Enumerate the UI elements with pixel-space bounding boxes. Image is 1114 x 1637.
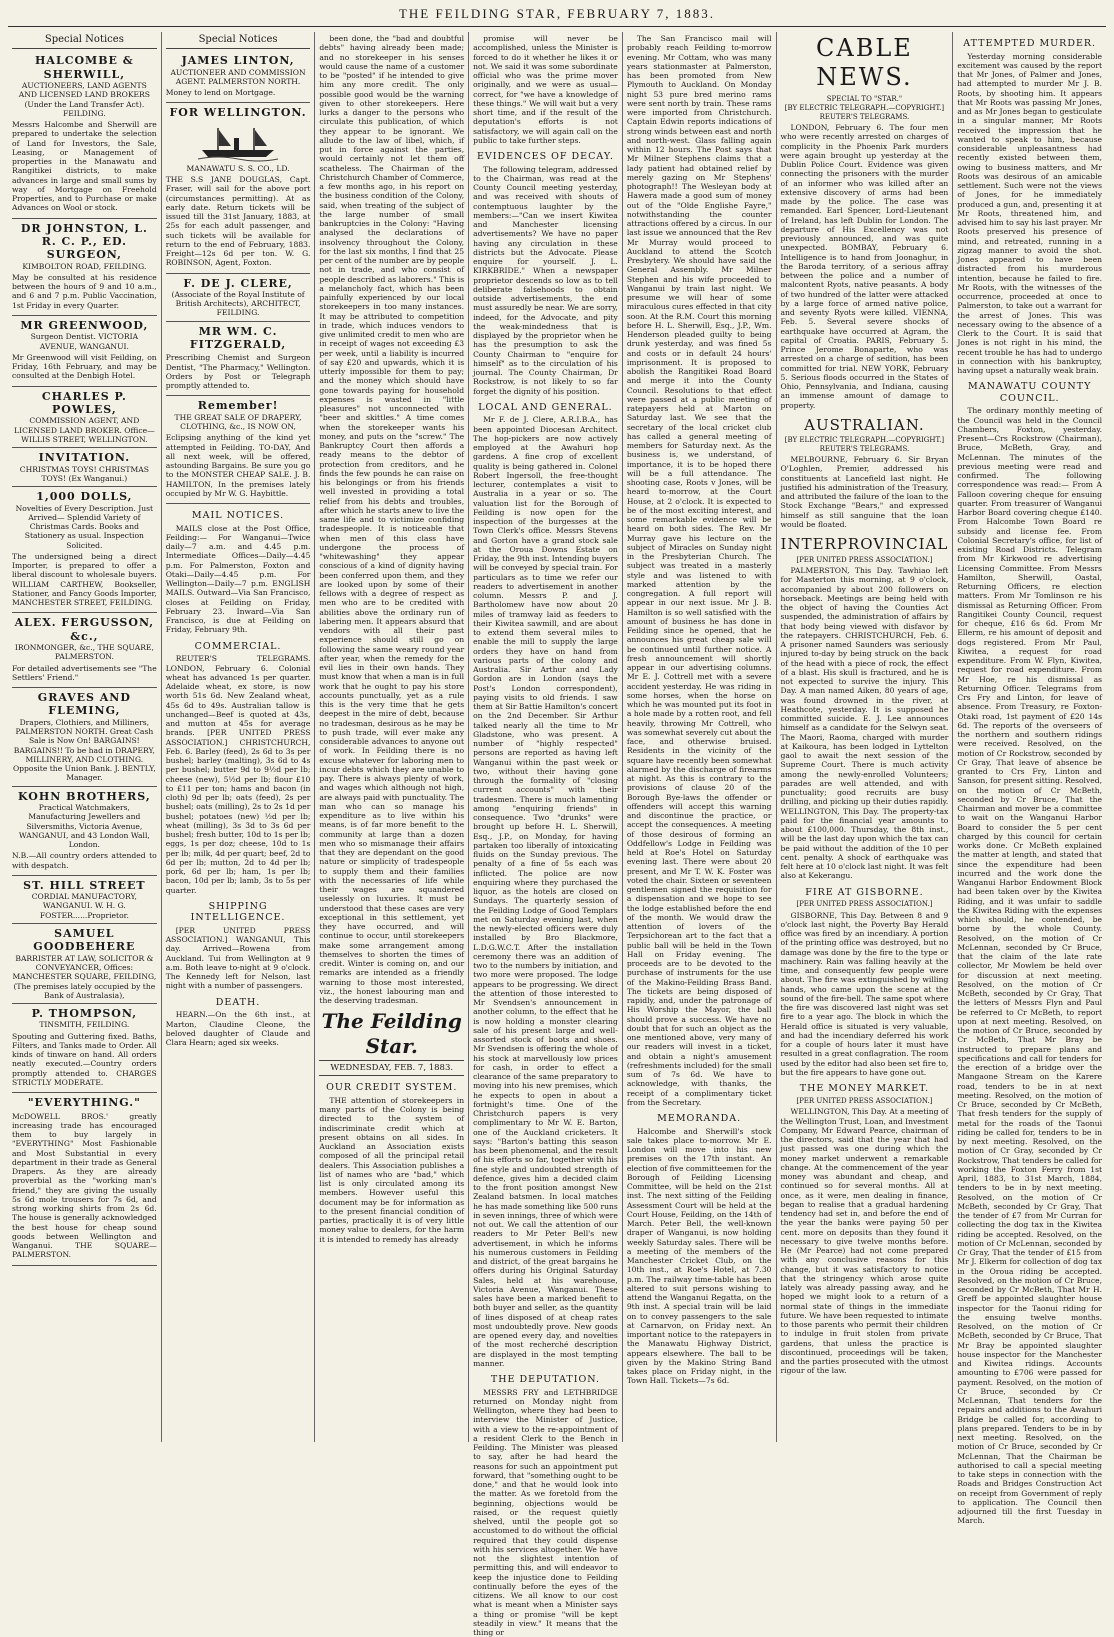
- ad-heading: FOR WELLINGTON.: [169, 106, 307, 120]
- memoranda-heading: MEMORANDA.: [657, 1113, 742, 1124]
- ad-goodbehere: [12, 924, 157, 1004]
- ad-subheading: Surgeon Dentist. VICTORIA AVENUE, WANGANUI.: [30, 332, 139, 351]
- ad-james-linton: [166, 51, 311, 103]
- ad-body: May be consulted at his residence between the hours of 9 and 10 a.m., and 6 and 7 p.m. Public Vaccination, 1st Friday in every Quarter.: [12, 272, 157, 310]
- ad-subheading: COMMISSION AGENT, AND LICENSED LAND BROKER. Office—WILLIS STREET, WELLINGTON.: [14, 416, 155, 444]
- ad-subheading: MANAWATU S. S. CO., LD.: [186, 163, 290, 173]
- shipping-heading: SHIPPING INTELLIGENCE.: [190, 900, 286, 924]
- ad-johnston: [12, 219, 157, 316]
- ad-body: Mr Greenwood will visit Feilding, on Friday, 16th February, and may be consulted at the Denbigh Hotel.: [12, 352, 157, 381]
- mail-notices-heading: MAIL NOTICES.: [191, 510, 285, 522]
- ad-heading: KOHN BROTHERS,: [18, 789, 151, 803]
- ad-heading: MR WM. C. FITZGERALD,: [189, 324, 287, 352]
- ad-heading: JAMES LINTON,: [181, 54, 295, 68]
- money-byline: [PER UNITED PRESS ASSOCIATION.]: [796, 1096, 933, 1105]
- ad-subheading: BARRISTER AT LAW, SOLICITOR & CONVEYANCER, Offices: MANCHESTER SQUARE, FEILDING, (The premises lately occupied by the Bank of Australasia),: [12, 953, 157, 1000]
- ad-subheading: CHRISTMAS TOYS! CHRISTMAS TOYS! (Ex Wanganui.): [19, 464, 149, 483]
- ad-heading: "EVERYTHING.": [27, 1096, 141, 1110]
- local-general-body: Mr F. de J. Clere, A.R.I.B.A., has been appointed Diocesan Architect. The hop-pickers are now actively employed at the Awahuri hop gardens. A fine crop of excellent quality is being gathered in. Colonel Robert Ingersoll, the free-thought lecturer, contemplates a visit to Australia in a year or so. The valuation list for the Borough of Feilding is now open for the inspection of the burgesses at the Town Clerk's office. Messrs Stevens and Gorton have a grand stock sale at the Oroua Downs Estate on Friday, the 9th inst. Intending buyers will be conveyed by special train. For particulars as to time we refer our readers to advertisement in another column. Messrs P. and J. Bartholomew have now about 20 miles of tramway laid as feeders to their Kiwitea sawmill, and are about to extend them several miles to enable the mill to supply the large orders they have on hand from various parts of the colony and Australia. Sir Arthur and Lady Gordon are in London (says the Post's London correspondent), paying visits to old friends. I saw them at Sir Battie Hamilton's concert on the 2nd December. Sir Arthur talked nearly all the time to Mr Gladstone, who was present. A number of "highly respected" persons are reported as having left Wanganui within the past week or two, without their having gone through the formality of "closing current accounts" with their tradesmen. There is much lamenting among "enquiring friends" in consequence. Two "drunks" were brought up before H. L. Sherwill, Esq., J.P., on Monday, for having partaken too liberally of intoxicating fluids on the Sunday previous. The penalty of a fine of 5s each was inflicted. The police are now enquiring where they purchased the liquor, as the hotels are closed on Sundays. The quarterly session of the Feilding Lodge of Good Templars met on Saturday evening last, when the newly-elected officers were duly installed by Bro Blackmore, L.D.G.W.C.T. After the installation ceremony there was an addition of two to the numbers by initiation, and two more were proposed. The lodge appears to be progressing. We direct the attention of those interested to Mr Svendsen's announcement in another column, to the effect that he is now holding a monster clearing sale of his present large and well-assorted stock of boots and shoes. Mr Svendsen is offering the whole of his stock at marvellously low prices for cash, in order to effect a clearance of the same preparatory to moving into his new premises, which he expects to open in about a fortnight's time. One of the Christchurch papers is very complimentary to Mr W. E. Barton, one of the Auckland cricketers. It says: "Barton's batting this season has been phenomenal, and the result of his efforts so far, together with his fine style and undoubted strength of defence, gives him a decided claim to the front position amongst New Zealand batsmen. In local matches he has made something like 500 runs in seven innings, three of which were not out. We call the attention of our readers to Mr Peter Bell's new advertisement, in which he informs his numerous customers in Feilding and district, of the great bargains he offers during his Original Saturday Sales, held at his warehouse, Victoria Avenue, Wanganui. These sales have been a marked benefit to both buyer and seller, as the quantity of lines disposed of at cheap rates most undoubtedly prove. New goods are opened every day, and novelties of the most recherché description are displayed in the most tempting manner.: [473, 415, 618, 1368]
- paper-title: The Feilding Star.: [321, 1009, 462, 1058]
- ad-subheading: Novelties of Every Description. Just Arrived— Splendid Variety of Christmas Cards. Books and Stationery as usual. Inspection Solicited.: [15, 503, 154, 550]
- ad-heading: Remember!: [197, 399, 279, 413]
- ads-list: [166, 51, 311, 504]
- money-market-title: THE MONEY MARKET.: [799, 1083, 930, 1095]
- credit-system-body: THE attention of storekeepers in many parts of the Colony is being directed to the system of indiscriminate credit which at present obtains on all sides. In Auckland an Association exists composed of all the principal retail dealers. This Association publishes a list of names who are "bad," which list is only circulated among its members. However useful this document may be for information as to the present financial condition of parties, practically it is of very little money value to dealers, for the harm it is intended to remedy has already: [319, 1095, 465, 1244]
- ad-subheading: KIMBOLTON ROAD, FEILDING.: [22, 261, 147, 271]
- cable-body: LONDON, February 6. The four men who were recently arrested on charges of complicity in the Phoenix Park murders were again brought up yesterday at the Dublin Police Court. Evidence was given connecting the prisoners with the murder of an informer who was killed after an extensive discovery of arms had been made by the police. The case was remanded. Earl Spencer, Lord-Lieutenant of Ireland, has left Dublin for London. The departure of His Excellency was not previously announced, and was quite unexpected. BOMBAY, February 6. Intelligence is to hand from Joonaghur, in the Baroda territory, of a serious affray between the police and a number of malcontent Ryots, native peasants. A body of two hundred of the latter were attacked by a large force of armed native police, and seventy Ryots were killed. VIENNA, Feb. 5. Several severe shocks of earthquake have occurred at Agram, the capital of Croatia. PARIS, February 5. Prince Jerome Bonaparte, who was arrested on a charge of sedition, has been committed for trial. NEW YORK, February 5. Serious floods occurred in the States of Ohio, Pennsylvania, and Indiana, causing an immense amount of damage to property.: [780, 123, 949, 410]
- column-7: [953, 32, 1106, 1526]
- ad-dolls: [12, 487, 157, 613]
- ad-heading: SAMUEL GOODBEHERE: [33, 926, 136, 954]
- ad-fitzgerald: [166, 322, 311, 397]
- commercial-body: REUTER'S TELEGRAMS. LONDON, February 6. Colonial wheat has advanced 1s per quarter. Adelaide wheat, ex store, is now worth 51s 6d. New Zealand wheat, 45s 6d to 49s. Australian tallow is unchanged—Beef is quoted at 43s, and mutton at 45s for average brands. [PER UNITED PRESS ASSOCIATION.] CHRISTCHURCH, Feb. 6. Barley (feed), 2s 6d to 3s per bushel; barley (malting), 3s 6d to 4s per bushel; butter 9d to 9½d per lb; cheese (new), 5½d per lb; flour £10 to £11 per ton; hams and bacon (in cloth) 9d per lb; oats (feed), 2s per bushel; oats (milling), 2s to 2s 1d per bushel; potatoes (new) ½d per lb; wheat (milling), 3s 3d to 3s 6d per bushel; fresh butter, 10d to 1s per lb; eggs, 1s per doz; cheese, 10d to 1s per lb; milk, 4d per quart; beef, 2d to 6d per lb; mutton, 2d to 4d per lb; pork, 6d per lb; ham, 1s per lb; bacon, 10d per lb; lamb, 3s to 5s per quarter.: [165, 654, 311, 895]
- deputation-continued: promise will never be accomplished, unless the Minister is forced to do it whether he likes it or not. We said it was some subordinate official who was the prime mover originally, and we were as usual—correct, for "we have a knowledge of these things." We will wait but a very short time, and if the result of the deputation's efforts is not satisfactory, we will again call on the public to take further steps.: [473, 34, 618, 145]
- australian-title: AUSTRALIAN.: [804, 415, 925, 434]
- ad-remember: [166, 396, 311, 504]
- local-general-heading: LOCAL AND GENERAL.: [478, 401, 613, 413]
- fire-byline: [PER UNITED PRESS ASSOCIATION.]: [796, 900, 933, 909]
- ad-heading: DR JOHNSTON, L. R. C. P., ED. SURGEON,: [20, 221, 148, 262]
- column-4: [469, 32, 623, 1637]
- column-1: [8, 32, 162, 1442]
- ad-body: N.B.—All country orders attended to with despatch.: [12, 851, 157, 870]
- ad-kohn-brothers: [12, 787, 157, 876]
- ads-list: [12, 51, 157, 1265]
- shipping-body: [PER UNITED PRESS ASSOCIATION.] WANGANUI, This day. Arrived—Rowena from Auckland. Tui from Wellington at 9 a.m. Both leave to-night at 9 o'clock. The Kennedy left for Nelson, last night with a number of passengers.: [165, 925, 311, 991]
- steamship-icon: [198, 124, 278, 160]
- ad-heading: CHARLES P. POWLES,: [41, 389, 127, 417]
- ad-heading: ALEX. FERGUSSON, &c.,: [14, 616, 155, 643]
- masthead: THE FEILDING STAR, FEBRUARY 7, 1883.: [398, 6, 716, 21]
- ad-body: The undersigned being a direct Importer, is prepared to offer a liberal discount to wholesale buyers. WILLIAM CARTHEW, Bookseller, Stationer, and Fancy Goods Importer, MANCHESTER STREET, FEILDING.: [12, 551, 157, 607]
- ad-subheading: Practical Watchmakers, Manufacturing Jewellers and Silversmiths, Victoria Avenue, WANGANUI, and 43 London Wall, London.: [18, 803, 150, 850]
- ad-halcombe-sherwill: [12, 51, 157, 218]
- paper-date: WEDNESDAY, FEB. 7, 1883.: [319, 1060, 464, 1076]
- ad-subheading: AUCTIONEERS, LAND AGENTS AND LICENSED LAND BROKERS (Under the Land Transfer Act). FEILDING.: [18, 81, 150, 118]
- column-2: [162, 32, 316, 1442]
- ad-subheading: (Associate of the Royal Institute of British Architects), ARCHITECT, FEILDING.: [171, 289, 305, 318]
- special-notices-heading: Special Notices: [12, 34, 157, 49]
- death-body: HEARN.—On the 6th inst., at Marton, Claudine Cleone, the beloved daughter of Claude and Clara Hearn; aged six weeks.: [165, 1010, 311, 1048]
- ad-heading: INVITATION.: [38, 451, 131, 465]
- australian-byline: [BY ELECTRIC TELEGRAPH.—COPYRIGHT.] REUTER'S TELEGRAMS.: [784, 436, 945, 453]
- cable-news-title: CABLE NEWS.: [816, 34, 913, 92]
- ad-body: THE S.S JANE DOUGLAS, Capt. Fraser, will sail for the above port (circumstances permitting). At as early date. Return tickets will be issued till the 31st January, 1883, at 25s for each adult passenger, and such tickets will be available for return to the end of February, 1883. Freight—12s 6d per ton. W. G. ROBINSON, Agent, Foxton.: [165, 175, 311, 268]
- column-6: [777, 32, 954, 1442]
- memoranda-body: Halcombe and Sherwill's stock sale takes place to-morrow. Mr E. London will move into his new premises on the 17th instant. An election of five committeemen for the Borough of Feilding Licensing Committee, will be held on the 21st inst. The next sitting of the Feilding Assessment Court will be held at the Court House, Feilding, on the 14th of March. Peter Bell, the well-known draper of Wanganui, is now holding weekly Saturday sales. There will be a meeting of the members of the Manchester Cricket Club, on the 10th inst., at Roe's Hotel, at 7.30 p.m. The railway time-table has been altered to suit persons wishing to attend the Wanganui Regatta, on the 9th inst. A special train will be laid on to convey passengers to the sale at Carnarvon, on Friday next. An important notice to the ratepayers in the Manawatu Highway District, appears elsewhere. The ball to be given by the Makino String Band takes place on Friday night, in the Town Hall. Tickets—7s 6d.: [626, 1126, 772, 1386]
- masthead-rule: [8, 26, 1106, 27]
- ad-body: Messrs Halcombe and Sherwill are prepared to undertake the selection of Land for Investors, the Sale, Leasing, or Management of properties in the Manawatu and Rangitikei districts, to make advances in large and small sums by way of Mortgage on Freehold Properties, and to Purchase or make Advances on Wool or stock.: [12, 120, 157, 213]
- ad-heading: 1,000 DOLLS,: [36, 490, 133, 504]
- interprovincial-byline: [PER UNITED PRESS ASSOCIATION.]: [796, 555, 933, 564]
- fire-body: GISBORNE, This Day. Between 8 and 9 o'clock last night, the Poverty Bay Herald office was fired by an incendiary. A portion of the printing office was destroyed, but no damage was done by the fire to the type or machinery. Rain was falling heavily at the time, and consequently few people were about. The fire was extinguished by willing hands, who came upon the scene at the sound of the fire-bell. The same spot where the fire was discovered last night was set fire to a year ago. The block in which the Herald office is situated is very valuable, and had the incendiary deferred his work for a couple of hours later it must have resulted in a great conflagration. The room used by the editor had also been set fire to, but the fire appears to have gone out.: [780, 910, 949, 1077]
- ad-graves-fleming: [12, 688, 157, 787]
- local-news-continued: The San Francisco mail will probably reach Feilding to-morrow evening. Mr Cottam, who was many years stationmaster at Palmerston, has been promoted from New Plymouth to Auckland. On Monday night 53 pure bred merino rams were sent north by train. These rams were imported from Christchurch. Captain Edwin reports indications of strong winds between east and north and north-west. Glass falling again within 12 hours. The Post says that Mr Milner Stephens claims that a lady patient had obtained relief by merely gazing on Mr Stephens' photograph!! The Wesleyan body at Hawera made a good sum of money out of the "Olde Englishe Fayre," notwithstanding the counter attractions offered by a circus. In our last issue we announced that the Rev Mr Murray would proceed to Auckland to attend the Scotch Presbytery. We should have said the General Assembly. Mr Milner Stephen and his wife proceeded to Wanganui by train last night. We presume we will hear of some miraculous cures effected in that city soon. At the R.M. Court this morning before H. L. Sherwill, Esq., J.P., Wm. Henderson pleaded guilty to being drunk yesterday, and was fined 5s and costs or in default 24 hours' imprisonment. It is proposed to abolish the Rangitikei Road Board and merge it into the County Council. Resolutions to that effect were passed at a public meeting of ratepayers held at Marton on Saturday last. We see that the secretary of the local cricket club has called a general meeting of members for Saturday next. As the business is, we understand, of importance, it is to be hoped there will be a full attendance. The shooting case, Roots v Jones, will be heard to-morrow, at the Court House, at 2 o'clock. It is expected to be of the most exciting interest, and some remarkable evidence will be heard on both sides. The Rev. Mr Murray gave his lecture on the subject of Miracles on Sunday night in the Presbyterian Church. The subject was treated in a masterly style and was listened to with marked attention by the congregation. A full report will appear in our next issue. Mr J. B. Hamilton is so well satisfied with the amount of business he has done in Feilding since he opened, that he announces his great cheap sale will be continued until further notice. A fresh announcement will shortly appear in our advertising columns. Mr E. J. Cottrell met with a severe accident yesterday. He was riding in some horses, when the horse on which he was mounted put its foot in a hole made by a rotten root, and fell heavily, throwing Mr Cottrell, who was somewhat severely cut about the face, and otherwise bruised. Residents in the vicinity of the square have recently been somewhat alarmed by the discharge of firearms at night. As this is contrary to the provisions of clause 20 of the Borough Bye-laws the offender or offenders will accept this warning and discontinue the practice, or accept the consequences. A meeting of those desirous of forming an Oddfellow's Lodge in Feilding was held at Roe's Hotel on Saturday evening last. There were about 20 present, and Mr T. W. K. Foster was voted the chair. Sixteen or seventeen gentlemen signed the requisition for a dispensation and we hope to see the lodge established before the end of the month. We would draw the attention of lovers of the Terpsichorean art to the fact that a public ball will be held in the Town Hall on Friday evening. The proceeds are to be devoted to the purchase of instruments for the use of the Makino-Feilding Brass Band. The tickets are being disposed of rapidly, and, under the patronage of His Worship the Mayor, the ball should prove a success. We have no doubt that for such an object as the one mentioned above, very many of our readers will invest in a ticket, and obtain a night's amusement (refreshments included) for the small sum of 7s 6d. We have to acknowledge, with thanks, the receipt of a complimentary ticket from the Secretary.: [626, 34, 772, 1107]
- deputation-body: MESSRS FRY and LETHBRIDGE returned on Monday night from Wellington, where they had been to interview the Minister of Justice, with a view to the re-appointment of a resident Clerk to the Bench in Feilding. The Minister was pleased to say, after he had heard the reasons for such an appointment put forward, that "something ought to be done," and that he would look into the matter. As we foretold from the beginning, objections would be raised, or the request quietly shelved, until the people got so accustomed to do without the official required that they could dispense with his services altogether. We have not the slightest intention of permitting this, and will endeavor to keep the injustice done to Feilding continually before the eyes of the citizens. We all know to our cost what is meant when a Minister says a thing or promise "will be kept steadily in view." It means that the thing or: [473, 1387, 618, 1637]
- interprovincial-body: PALMERSTON, This Day. Tawhiao left for Masterton this morning, at 9 o'clock, accompanied by about 200 followers on horseback. Meetings are being held with the object of having the Counties Act suspended, the administration of affairs by that body being viewed with disfavor by the ratepayers. CHRISTCHURCH, Feb. 6. A prisoner named Saunders was seriously injured to-day by being struck on the back of the head with a piece of rock, the effect of a blast. His skull is fractured, and he is not expected to survive the injury. This Day. A man named Aiken, 80 years of age, was found drowned in the river, at Heathcote, yesterday. It is supposed he committed suicide. E. J. Lee announces himself as a candidate for the Selwyn seat. The Maori, Raoma, charged with murder at Kaikoura, has been lodged in Lyttelton gaol to await the next session of the Supreme Court. There is much activity among the newly-enrolled Volunteers; parades are well attended, and with punctuality; good recruits are busy drilling, and picking up their duties rapidly. WELLINGTON, This Day. The property-tax paid for the financial year amounts to about £100,000. Thursday, the 8th inst., will be the last day upon which the tax can be paid without the addition of the 10 per cent. penalty. A shock of earthquake was felt here at 10 o'clock last night. It was felt also at Kekerangu.: [780, 566, 949, 881]
- attempted-murder-body: Yesterday morning considerable excitement was caused by the report that Mr Jones, of Palmer and Jones, had attempted to murder Mr J. B. Roots, by shooting him. It appears that Mr Roots was passing Mr Jones, and as Mr Jones began to gesticulate in a singular manner, Mr Roots received the impression that he wanted to speak to him, because considerable unpleasantness had recently existed between them, owing to business matters, and Mr Roots was desirous of an amicable settlement. Such were not the views of Jones, for he immediately produced a gun, and, presenting it at Mr Roots, threatened him, and advised him to say his last prayer. Mr Roots preserved his presence of mind, and retreated, running in a zigzag manner to avoid the shot. Jones appeared to have been distracted from his murderous intention, because he failed to fire. Mr Roots, with the witnesses of the occurrence, proceeded at once to Palmerston, to take out a warrant for the arrest of Jones. This was necessary owing to the absence of a Clerk to the Court. It is said that Jones is not right in his mind, the recent trouble he has had to undergo in connection with his bankruptcy, having upset a naturally weak brain.: [957, 51, 1103, 376]
- ad-body: Spouting and Guttering fixed. Baths, Filters, and Tanks made to Order. All kinds of tinware on hand. All orders neatly executed.—Country orders promptly attended to. CHARGES STRICTLY MODERATE.: [12, 1031, 157, 1087]
- commercial-heading: COMMERCIAL.: [194, 640, 282, 652]
- ad-greenwood: [12, 316, 157, 387]
- cable-byline: [BY ELECTRIC TELEGRAPH.—COPYRIGHT.] REUTER'S TELEGRAMS.: [784, 104, 945, 121]
- cable-special: SPECIAL TO "STAR.": [826, 94, 903, 103]
- editorial-continued: been done, the "bad and doubtful debts" having already been made; and no storekeeper in his senses would cause the name of a customer to be "posted" if he intended to give him any more credit. The only possible good would be the warning given to other storekeepers. Here lurks a danger to the persons who circulate this publication, of which they appear to be ignorant. We allude to the law of libel, which, if put in force against the parties, would certainly not let them off scatheless. The Chairman of the Christchurch Chamber of Commerce, a few months ago, in his report on the business condition of the Colony, said, when treating of the subject of the large number of small bankruptcies in the Colony: "Having analysed the declarations of insolvency throughout the Colony, for the last six months, I find that 25 per cent of the number are by people not in trade, and who consist of people described as laborers." This is a melancholy fact, which has been painfully experienced by our local storekeepers in too many instances. It may be attributed to competition in trade, which induces vendors to give unlimited credit to men who are in receipt of wages not exceeding £3 per week, until a liability is incurred of say £20 and upwards, which it is utterly impossible for them to pay; and the money which should have gone towards paying for household expenses is wasted in "little pleasures" not unconnected with "beer and skittles." A time comes when the storekeeper wants his money, and puts on the "screw." The Bankruptcy Court then affords a ready means to the debtor of protection from creditors, and he finds the few pounds he can raise on his belongings or from his friends well invested in providing a total relief from his debts and troubles, after which he starts anew to live the same life and to victimize confiding tradespeople. It is noticeable that when men of this class have undergone the process of "whitewashing" they appear conscious of a kind of dignity having been conferred upon them, and they are looked upon by some of their fellows with a degree of respect as men who are to be credited with abilities above the ordinary run of labering men. It appears absurd that vendors with all their past experience should still go on following the same weary round year after year, when the remedy for the evil lies in their own hands. They must know that when a man is in full work that he ought to pay his store accounts punctually, yet as a rule this is the very time that he gets deepest in the mire of debt, because no tradesman, desirous as he may be to push trade, will ever make any considerable advances to anyone out of work. In Feilding there is no excuse whatever for laboring men to incur debts which they are unable to pay. There is always plenty of work, and wages which although not high, are always paid with punctuality. The man who can so manage his expenditure as to live within his means, is of far more benefit to the community at large than a dozen men who so mismanage their affairs that they are dependant on the good nature or simplicity of tradespeople to supply them and their families with the necessaries of life while their wages are squandered uselessly on luxuries. It must be understood that these cases are very exceptional in this settlement, yet they have occurred, and will continue to occur, until storekeepers make some arrangement among themselves to shorten the times of credit. Winter is coming on, and our remarks are intended as a friendly warning to those most interested, viz., the honest labouring man and the deserving tradesman.: [319, 34, 465, 1005]
- deputation-heading: THE DEPUTATION.: [490, 1374, 601, 1386]
- ad-st-hill-street: [12, 876, 157, 924]
- ad-heading: GRAVES AND FLEMING,: [37, 691, 131, 718]
- ad-body: Money to lend on Mortgage.: [165, 88, 276, 98]
- ad-subheading: AUCTIONEER AND COMMISSION AGENT. PALMERSTON NORTH.: [170, 67, 306, 86]
- columns: [8, 32, 1106, 1637]
- ad-heading: ST. HILL STREET: [23, 878, 146, 892]
- fire-gisborne-title: FIRE AT GISBORNE.: [805, 886, 924, 898]
- county-council-heading: MANAWATU COUNTY COUNCIL.: [968, 381, 1092, 404]
- ad-de-clere: [166, 274, 311, 322]
- ad-fergusson: [12, 613, 157, 688]
- australian-body: MELBOURNE, February 6. Sir Bryan O'Loghlen, Premier, addressed his constituents at Lancefield last night. He justified his administration of the Treasury, and attributed the failure of the loan to the Stock Exchange "Bears," and expressed himself as still sanguine that the loan would be floated.: [780, 455, 949, 529]
- death-heading: DEATH.: [215, 996, 261, 1008]
- ad-subheading: Drapers, Clothiers, and Milliners, PALMERSTON NORTH. Great Cash Sale is Now On! BARGAINS! BARGAINS!! To be had in DRAPERY, MILLINERY, AND CLOTHING. Opposite the Union Bank. J. BENTLY, Manager.: [12, 717, 156, 783]
- ad-subheading: IRONMONGER, &c., THE SQUARE, PALMERSTON.: [14, 643, 154, 662]
- ad-invitation: [12, 448, 157, 487]
- ad-subheading: TINSMITH, FEILDING.: [39, 1020, 130, 1030]
- column-5: [623, 32, 777, 1442]
- interprovincial-title: INTERPROVINCIAL: [780, 535, 949, 554]
- ad-body: Eclipsing anything of the kind yet attempted in Feilding. TO-DAY, And all next week, will be offered, astounding Bargains. Be sure you go to the MONSTER CHEAP SALE. J. B. HAMILTON, In the premises lately occupied by Mr W. G. Haybittle.: [165, 433, 311, 498]
- ad-subheading: CORDIAL MANUFACTORY, WANGANUI. W. H. G. FOSTER......Proprietor.: [31, 892, 137, 920]
- ad-body: For detailed advertisements see "The Settlers' Friend.": [12, 663, 157, 682]
- money-body: WELLINGTON, This Day. At a meeting of the Wellington Trust, Loan, and Investment Company, Mr Edward Pearce, chairman of the directors, said that the year that had just passed was one during which the money market underwent a remarkable change. At the commencement of the year money was abundant and cheap, and continued so for several months. All at once, as it were, men dealing in finance, began to realise that a gradual hardening tendency had set in, and before the end of the year the banks were paying 50 per cent. more on deposits than they found it necessary to give twelve months before. He (Mr Pearce) had not come prepared with any conclusive reasons for this change, but it was satisfactory to notice that the stringency which arose quite lately was already passing away, and he hoped we might look to a return of a normal state of things in the immediate future. We have been requested to intimate to those parents who permit their children to indulge in fruit stolen from private gardens, that unless the practice is discontinued, proceedings will be taken, and the parties prosecuted with the utmost rigour of the law.: [780, 1107, 949, 1376]
- decay-body: The following telegram, addressed to the Chairman, was read at the County Council meeting yesterday, and was received with shouts of contemptuous laughter by the members:—"Can we insert Kiwitea and Manchester licensing advertisements? We have no paper having any circulation in these districts but the Advocate. Please enquire for yourself. J. L. KIRKBRIDE." When a newspaper proprietor descends so low as to tell deliberate falsehoods to obtain outside advertisements, the end must assuredly be near. We are sorry, indeed, for the Advocate, and pity the weak-mindedness that is displayed by the proprietor when he has the presumption to ask the County Chairman to "enquire for himself" as to the circulation of his journal. The County Chairman, Dr Rockstrow, is not likely to so far forget the dignity of his position.: [473, 164, 618, 396]
- ad-thompson: [12, 1004, 157, 1093]
- attempted-murder-heading: ATTEMPTED MURDER.: [963, 38, 1097, 49]
- decay-heading: EVIDENCES OF DECAY.: [477, 151, 614, 162]
- ad-heading: MR GREENWOOD,: [20, 318, 149, 332]
- ad-heading: HALCOMBE & SHERWILL,: [35, 54, 134, 81]
- ad-everything: [12, 1093, 157, 1265]
- column-3: [315, 32, 469, 1442]
- ad-body: Prescribing Chemist and Surgeon Dentist, "The Pharmacy," Wellington. Orders by Post or Telegraph promptly attended to.: [165, 353, 311, 391]
- special-notices-heading: Special Notices: [166, 34, 311, 49]
- ad-powles: [12, 387, 157, 449]
- credit-system-heading: OUR CREDIT SYSTEM.: [326, 1082, 458, 1094]
- ad-heading: F. DE J. CLERE,: [183, 276, 293, 290]
- mail-notices-body: MAILS close at the Post Office, Feilding:— For Wanganui—Twice daily—7 a.m. and 4.45 p.m. Intermediate Offices—Daily—4.45 p.m. For Palmerston, Foxton and Otaki—Daily—4.45 p.m. For Wellington—Daily—7 p.m. ENGLISH MAILS. Outward—Via San Francisco, closes at Feilding on Friday, February 23. Inward—Via San Francisco, is due at Feilding on Friday, February 9th.: [165, 523, 311, 635]
- county-council-body: The ordinary monthly meeting of the Council was held in the Council Chambers, Foxton, yesterday. Present—Crs Rockstrow (Chairman), Bruce, McBeth, Gray, and McLennan. The minutes of the previous meeting were read and confirmed. The following correspondence was read:— From A Falloon covering cheque for ensuing quarter. From treasurer of Wanganui Harbor Board covering cheque £140. From Halcombe Town Board re subsidy and license fee. From Colonial Secretary's office, for list of existing Road Districts. Telegram from Mr Kirkwood re advertising Licensing Committee. From Messrs Hamilton, Sherwill, Oastal, Returning Officers, re election matters. From Mr Tomlinson re his dismissal as Returning Officer. From Rangitikei County Council, request for cheque, £16 6s 6d. From Mr Ellerm, re his amount of deposit and dogs registered. From Mr Paul, Kiwitea, a request for road expenditure. From W. Flyn, Kiwitea, request for road expenditure. From Mr Hoe, re his dismissal as Returning Officer. Telegrams from Crs Fry and Linton, for leave of absence. From Treasury, re Foxton-Otaki road, 1st payment of £20 14s 6d. The reports of the overseers of the northern and southern ridings were received. Resolved, on the motion of Cr Rockstrow, seconded by Cr Gray, That leave of absence be granted to Crs Fry, Linton and Sanson, for present sitting. Resolved, on the motion of Cr McBeth, seconded by Cr Bruce, That the Chairman and mover be a committee to wait on the Wanganui Harbor Board to consider the 5 per cent charged by this council for certain works done. Cr McBeth explained the matter at length, and stated that since the expenditure had been incurred and the work done the Wanganui Harbor Endowment Block had been taken over by the Kiwitea Riding, and it was unfair to saddle the Kiwitea Riding with the expenses which should, he contended, be borne by the whole County. Resolved, on the motion of Cr McLennan, seconded by Cr Bruce, that the claim of the late rate collector, Mr Mowlem be held over for discussion at next meeting. Resolved, on the motion of Cr McBeth, seconded by Cr Gray, That the letters of Messrs Flyn and Paul be referred to Cr McBeth, to report upon at next meeting. Resolved, on the motion of Cr Bruce, seconded by Cr McBeth, That Mr Bray be instructed to prepare plans and specifications and call for tenders for the erection of a bridge over the Mangaone Stream on the Karere road, tenders to be in at next meeting. Resolved, on the motion of Cr Bruce, seconded by Cr McBeth, That fresh tenders for the supply of metal for the roads of the Taonui riding be called for, tenders to be in by next meeting. Resolved, on the motion of Cr Gray, seconded by Cr Rockstrow, That tenders be called for working the Foxton Ferry from 1st April, 1883, to 31st March, 1884, tenders to be in by next meeting. Resolved, on the motion of Cr McBeth, seconded by Cr Gray, That the tender of £7 from Mr Curran for collecting the dog tax in the Kiwitea riding be accepted. Resolved, on the motion of Cr McLennan, seconded by Cr Gray, That the tender of £15 from Mr J. Elkerm for collection of dog tax in the Oroua riding be accepted. Resolved, on the motion of Cr Bruce, seconded by Cr McBeth, That Mr H. Greff be appointed slaughter house inspector for the Taonui riding for the ensuing twelve months. Resolved, on the motion of Cr McBeth, seconded by Cr Bruce, That Mr Bray be appointed slaughter house inspector for the Manchester and Kiwitea ridings. Accounts amounting to £706 were passed for payment. Resolved, on the motion of Cr Bruce, seconded by Cr McLennan, That tenders for the repairs and additions to the Awahuri Bridge be called for, according to plans prepared. Tenders to be in by next meeting. Resolved, on the motion of Cr Bruce, seconded by Cr McLennan, That the Chairman be authorised to call a special meeting to take steps in connection with the Roads and Bridges Construction Act on receipt from Government of reply to application. The Council then adjourned till the first Tuesday in March.: [957, 406, 1103, 1526]
- ad-subheading: THE GREAT SALE OF DRAPERY, CLOTHING, &c., IS NOW ON,: [174, 412, 302, 432]
- ad-body: McDOWELL BROS.' greatly increasing trade has encouraged them to buy largely in "EVERYTHING" Most Fashionable and Most Substantial in every department in their trade as General Drapers. As they are already proverbial as the "working man's friend," they are giving the usually 5s 6d mole trousers for 7s 6d, and strong working shirts from 2s 6d. The house is generally acknowledged the best house for cheap sound goods between Wellington and Wanganui. THE SQUARE—PALMERSTON.: [12, 1111, 157, 1260]
- ad-for-wellington: [166, 103, 311, 273]
- ad-heading: P. THOMPSON,: [31, 1007, 138, 1020]
